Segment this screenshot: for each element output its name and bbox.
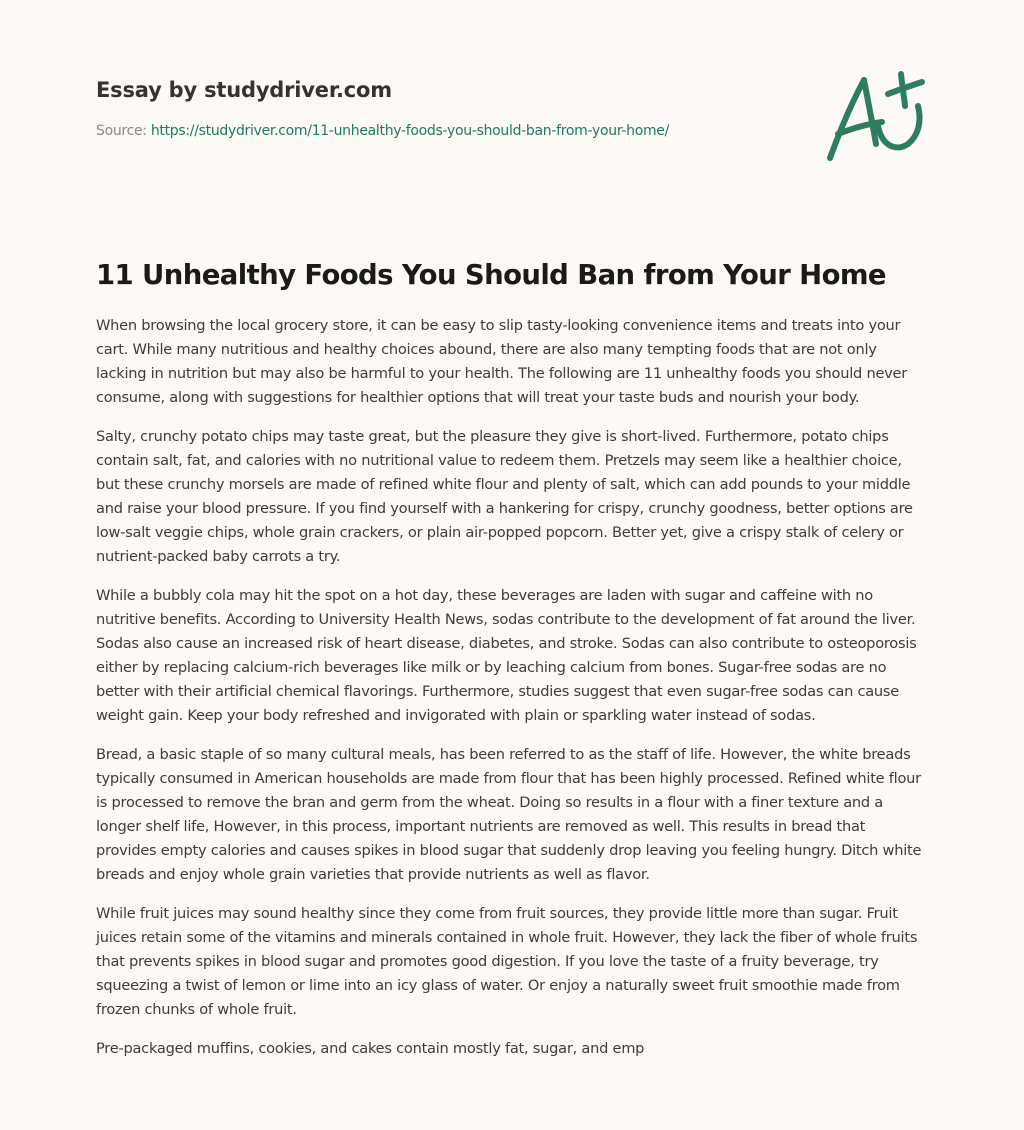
source-label: Source: bbox=[96, 123, 147, 139]
source-link[interactable]: https://studydriver.com/11-unhealthy-foods-you-should-ban-from-your-home/ bbox=[150, 123, 670, 139]
essay-body bbox=[96, 314, 928, 1076]
paragraph: Bread, a basic staple of so many cultural meals, has been referred to as the staff of life. However, the white breads typically consumed in American households are made from flour that has been highly processed. Refined white flour is processed to remove the bran and germ from the wheat. Doing so results in a flour with a finer texture and a longer shelf life, However, in this process, important nutrients are removed as well. This results in bread that provides empty calories and causes spikes in blood sugar that suddenly drop leaving you feeling hungry. Ditch white breads and enjoy whole grain varieties that provide nutrients as well as flavor. bbox=[96, 746, 922, 883]
paragraph: While a bubbly cola may hit the spot on a hot day, these beverages are laden with sugar and caffeine with no nutritive benefits. According to University Health News, sodas contribute to the development of fat around the liver. Sodas also cause an increased risk of heart disease, diabetes, and stroke. Sodas can also contribute to osteoporosis either by replacing calcium-rich beverages like milk or by leaching calcium from bones. Sugar-free sodas are no better with their artificial chemical flavorings. Furthermore, studies suggest that even sugar-free sodas can cause weight gain. Keep your body refreshed and invigorated with plain or sparkling water instead of sodas. bbox=[96, 587, 917, 724]
source-line bbox=[96, 121, 796, 141]
paragraph-truncated: Pre-packaged muffins, cookies, and cakes contain mostly fat, sugar, and emp bbox=[96, 1040, 645, 1057]
a-plus-grade-icon bbox=[818, 66, 930, 166]
paragraph: While fruit juices may sound healthy since they come from fruit sources, they provide little more than sugar. Fruit juices retain some of the vitamins and minerals contained in whole fruit. However, they lack the fiber of whole fruits that prevents spikes in blood sugar and promotes good digestion. If you love the taste of a fruity beverage, try squeezing a twist of lemon or lime into an icy glass of water. Or enjoy a naturally sweet fruit smoothie made from frozen chunks of whole fruit. bbox=[96, 905, 918, 1018]
page-title: 11 Unhealthy Foods You Should Ban from Your Home bbox=[96, 259, 886, 291]
site-title: Essay by studydriver.com bbox=[96, 78, 392, 102]
paragraph: Salty, crunchy potato chips may taste great, but the pleasure they give is short-lived. Furthermore, potato chips contain salt, fat, and calories with no nutritional value to redeem them. Pretzels may seem like a healthier choice, but these crunchy morsels are made of refined white flour and plenty of salt, which can add pounds to your middle and raise your blood pressure. If you find yourself with a hankering for crispy, crunchy goodness, better options are low-salt veggie chips, whole grain crackers, or plain air-popped popcorn. Better yet, give a crispy stalk of celery or nutrient-packed baby carrots a try. bbox=[96, 428, 913, 565]
essay-header bbox=[96, 76, 796, 141]
paragraph: When browsing the local grocery store, it can be easy to slip tasty-looking convenience items and treats into your cart. While many nutritious and healthy choices abound, there are also many tempting foods that are not only lacking in nutrition but may also be harmful to your health. The following are 11 unhealthy foods you should never consume, along with suggestions for healthier options that will treat your taste buds and nourish your body. bbox=[96, 317, 908, 406]
